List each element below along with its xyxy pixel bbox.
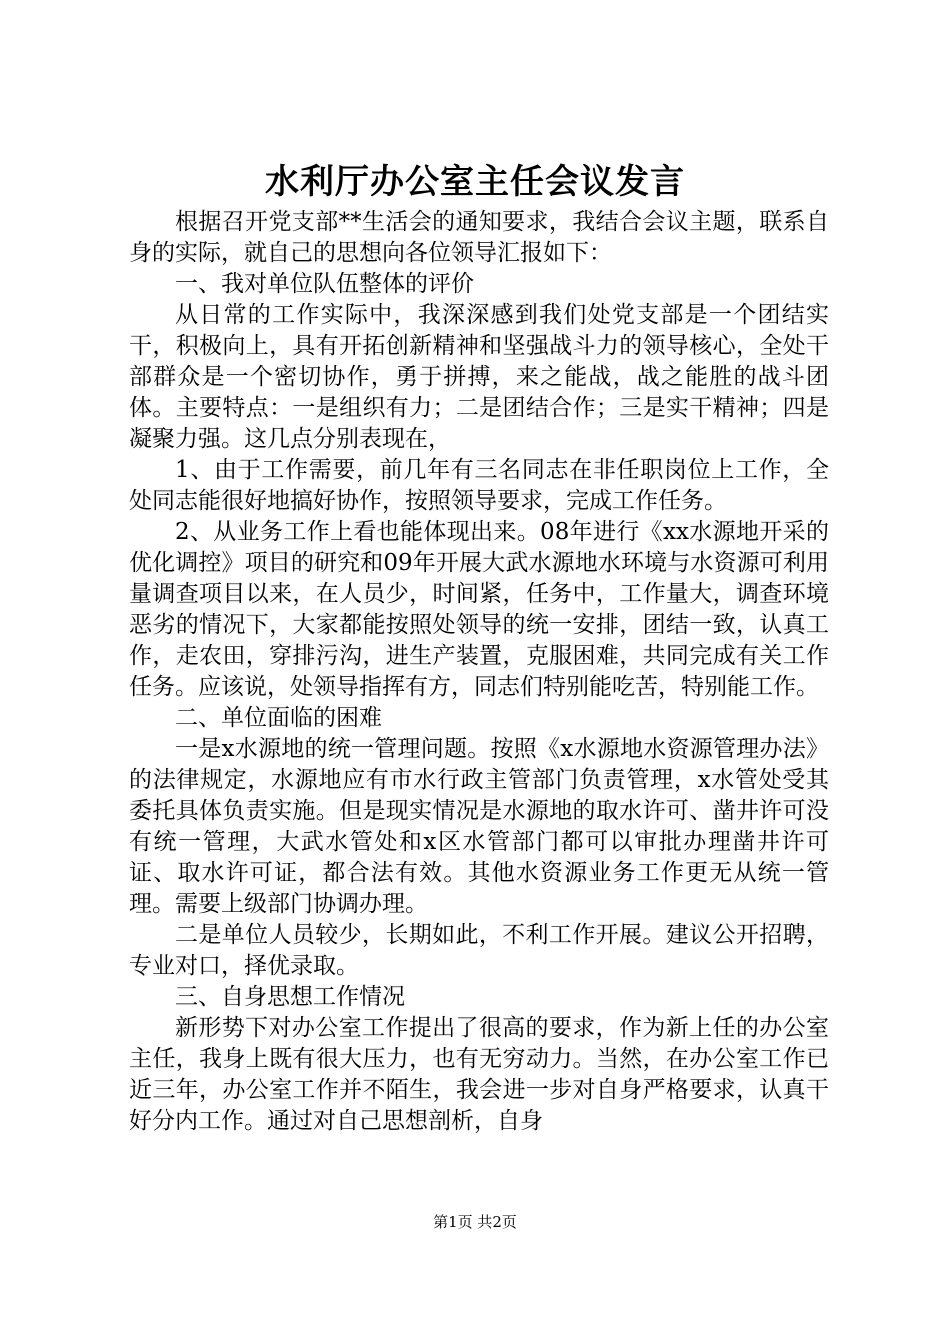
paragraph-evaluation: 从日常的工作实际中，我深深感到我们处党支部是一个团结实干，积极向上，具有开拓创新精神和坚强战斗力的领导核心，全处干部群众是一个密切协作，勇于拼搏，来之能战，战之能胜的战斗团体。主要特点：一是组织有力；二是团结合作；三是实干精神；四是凝聚力强。这几点分别表现在， <box>129 302 829 452</box>
section-heading-2: 二、单位面临的困难 <box>175 705 382 731</box>
section-heading-3: 三、自身思想工作情况 <box>175 984 405 1010</box>
paragraph-difficulty-2: 二是单位人员较少，长期如此，不利工作开展。建议公开招聘，专业对口，择优录取。 <box>129 922 829 979</box>
section-heading-1: 一、我对单位队伍整体的评价 <box>175 271 474 297</box>
document-body <box>129 207 829 1137</box>
paragraph-point-1: 1、由于工作需要，前几年有三名同志在非任职岗位上工作，全处同志能很好地搞好协作，按照领导要求，完成工作任务。 <box>129 457 829 514</box>
paragraph-difficulty-1: 一是x水源地的统一管理问题。按照《x水源地水资源管理办法》的法律规定，水源地应有市水行政主管部门负责管理，x水管处受其委托具体负责实施。但是现实情况是水源地的取水许可、凿井许可没有统一管理，大武水管处和x区水管部门都可以审批办理凿井许可证、取水许可证，都合法有效。其他水资源业务工作更无从统一管理。需要上级部门协调办理。 <box>129 736 829 917</box>
paragraph-self: 新形势下对办公室工作提出了很高的要求，作为新上任的办公室主任，我身上既有很大压力，也有无穷动力。当然，在办公室工作已近三年，办公室工作并不陌生，我会进一步对自身严格要求，认真干好分内工作。通过对自己思想剖析，自身 <box>129 1015 829 1134</box>
paragraph-intro: 根据召开党支部**生活会的通知要求，我结合会议主题，联系自身的实际，就自己的思想向各位领导汇报如下： <box>129 209 829 266</box>
document-title: 水利厅办公室主任会议发言 <box>265 162 685 202</box>
paragraph-point-2: 2、从业务工作上看也能体现出来。08年进行《xx水源地开采的优化调控》项目的研究和09年开展大武水源地水环境与水资源可利用量调查项目以来，在人员少，时间紧，任务中，工作量大，调查环境恶劣的情况下，大家都能按照处领导的统一安排，团结一致，认真工作，走农田，穿排污沟，进生产装置，克服困难，共同完成有关工作任务。应该说，处领导指挥有方，同志们特别能吃苦，特别能工作。 <box>129 519 829 700</box>
page-footer: 第1页 共2页 <box>433 1213 517 1231</box>
